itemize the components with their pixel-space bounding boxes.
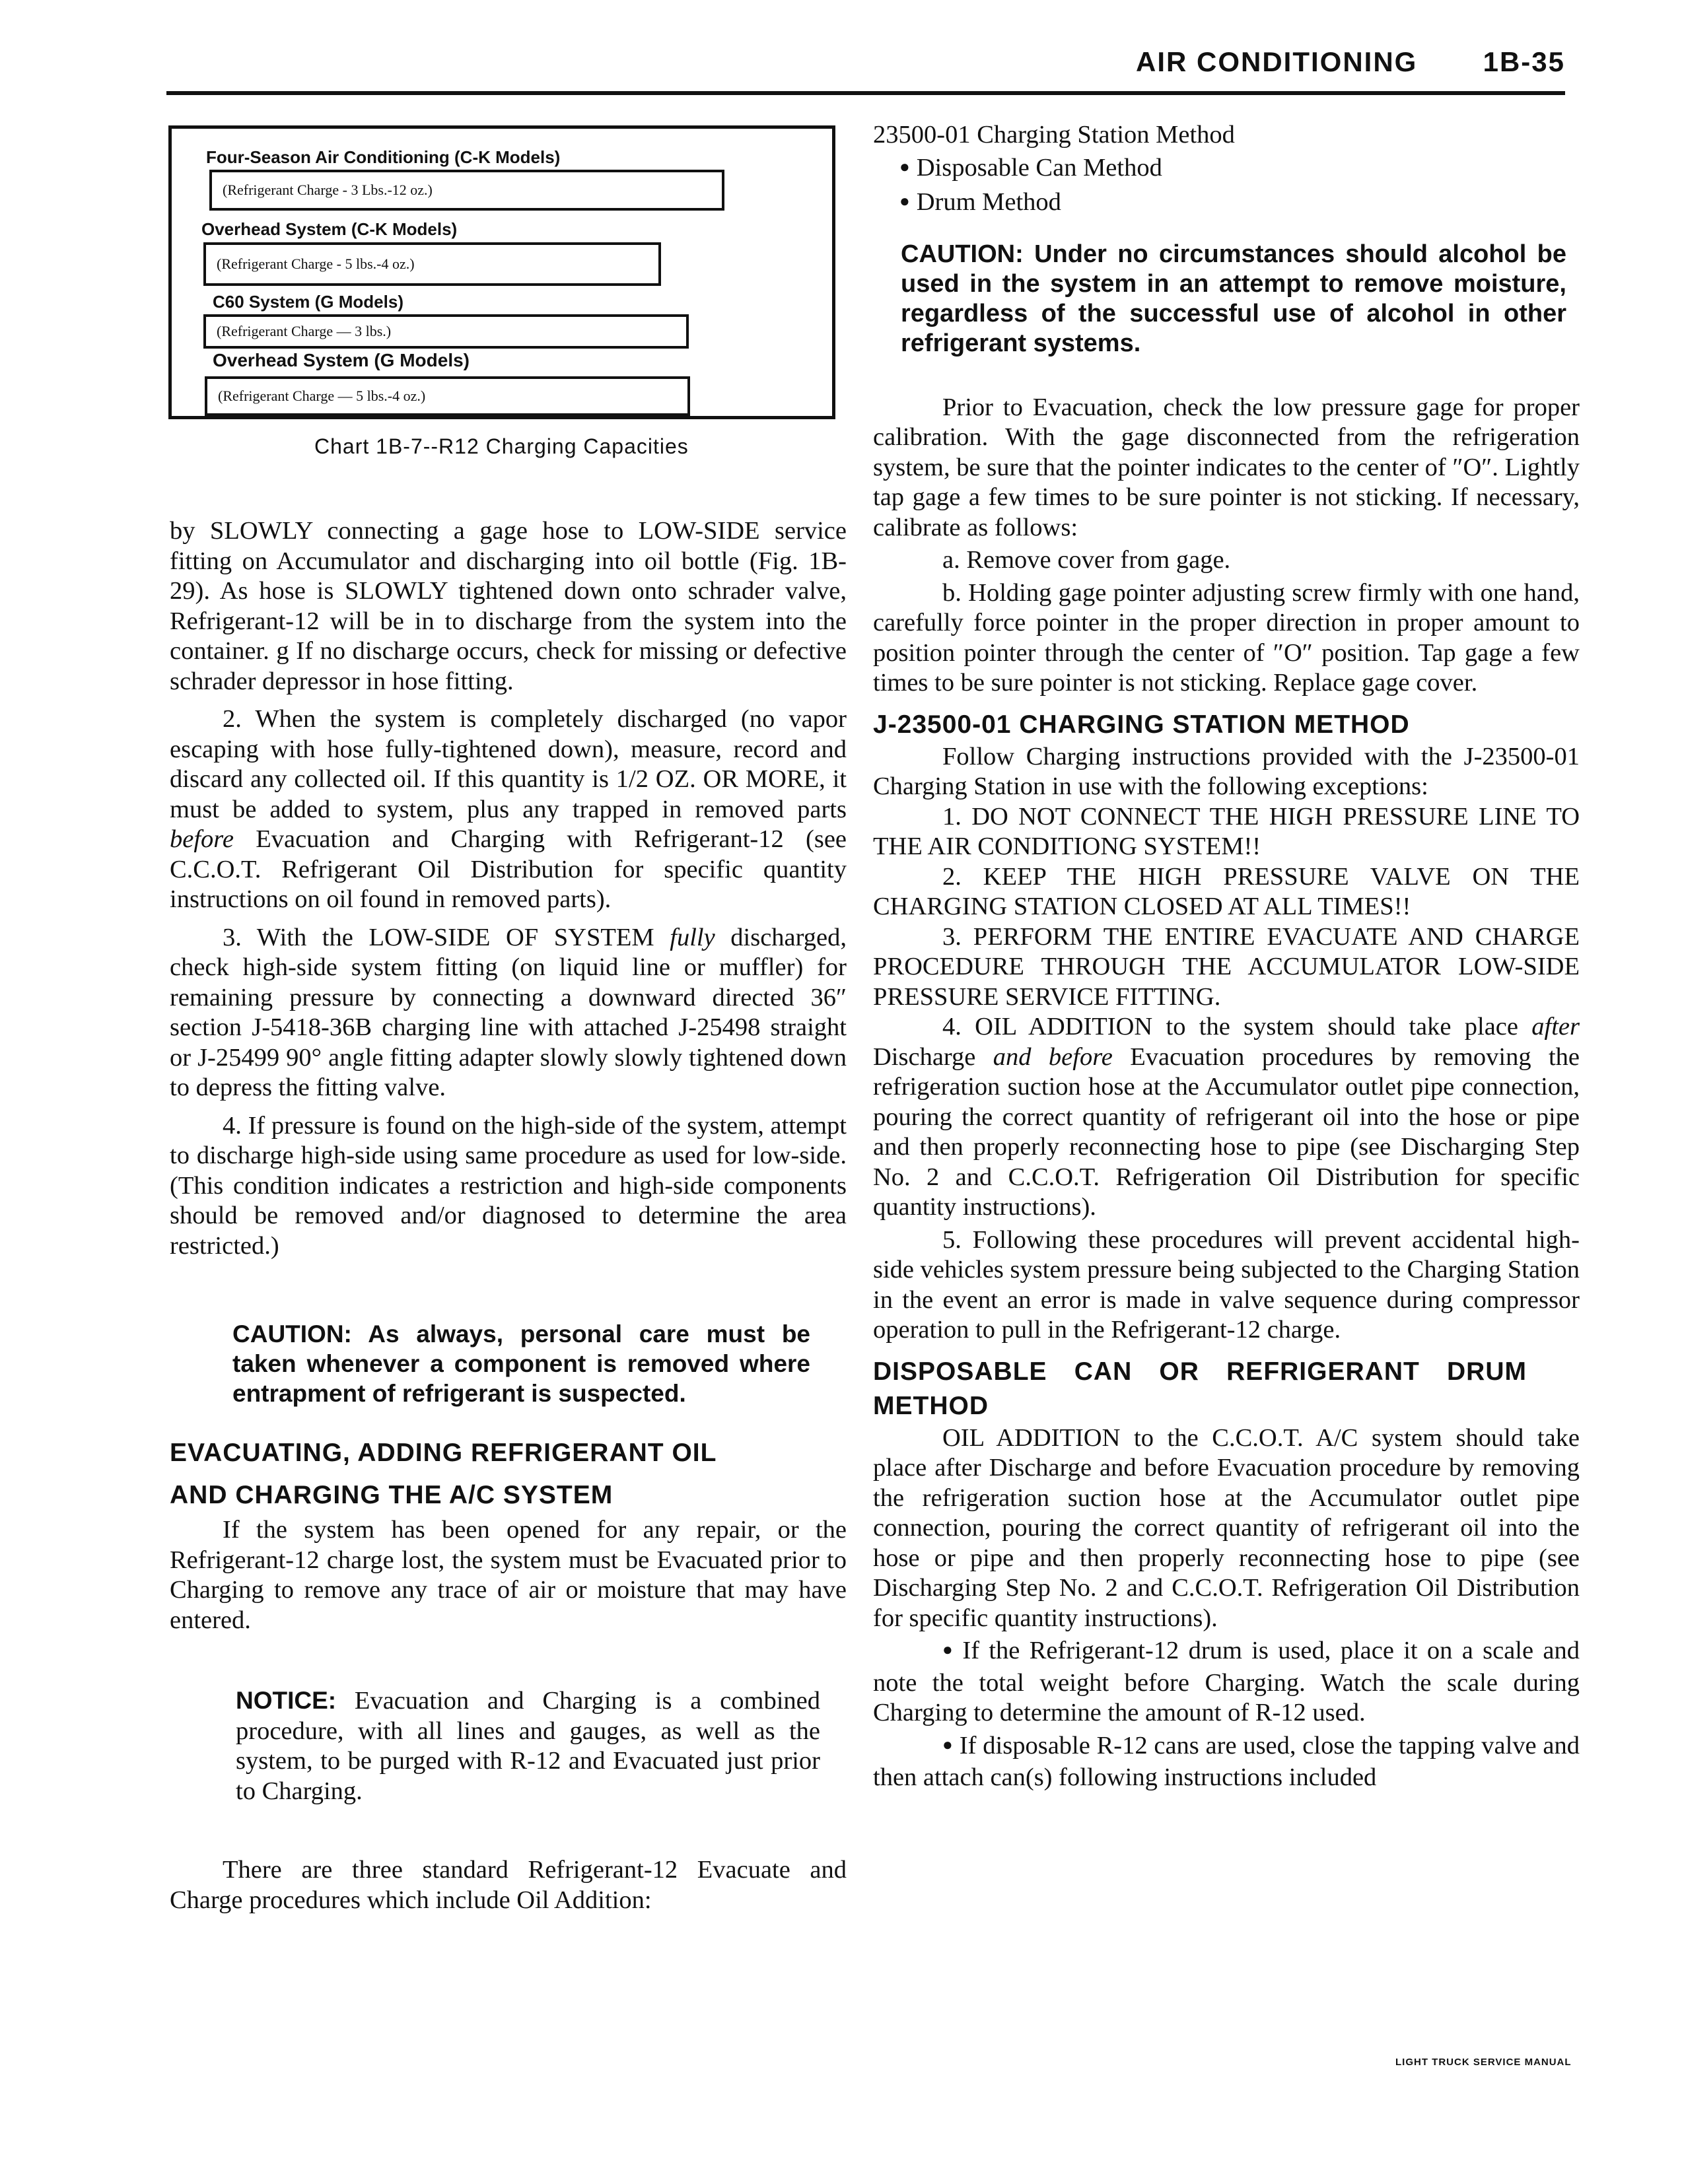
chart-caption: Chart 1B-7--R12 Charging Capacities: [314, 434, 689, 458]
right-column: [873, 120, 1580, 1793]
exception-4: 4. OIL ADDITION to the system should take place after Discharge and before Evacuation procedures by removing the refrigeration suction hose at the Accumulator outlet pipe connection, pouring the correct quantity of refrigerant oil into the hose or pipe and then properly reconnecting hose to pipe (see Discharging Step No. 2 and C.C.O.T. Refrigeration Oil Distribution for specific quantity instructions).: [873, 1013, 1580, 1221]
exception-1: 1. DO NOT CONNECT THE HIGH PRESSURE LINE TO THE AIR CONDITIONG SYSTEM!!: [873, 802, 1580, 860]
running-header: [1136, 41, 1565, 87]
section-heading: EVACUATING, ADDING REFRIGERANT OIL: [170, 1439, 717, 1467]
charging-capacities-chart: [168, 125, 835, 419]
notice-note: NOTICE: Evacuation and Charging is a combined procedure, with all lines and gauges, as well as the system, to be purged with R-12 and Evacuated just prior to Charging.: [236, 1687, 820, 1805]
paragraph-step-2: 2. When the system is completely discharged (no vapor escaping with hose fully-tightened down), measure, record and discard any collected oil. If this quantity is 1/2 OZ. OR MORE, it must be added to system, plus any trapped in removed parts before Evacuation and Charging with Refrigerant-12 (see C.C.O.T. Refrigerant Oil Distribution for specific quantity instructions on oil found in removed parts).: [170, 705, 847, 913]
section-heading: AND CHARGING THE A/C SYSTEM: [170, 1481, 613, 1509]
method-item: 23500-01 Charging Station Method: [873, 121, 1235, 149]
footer-manual-title: LIGHT TRUCK SERVICE MANUAL: [1395, 2057, 1572, 2068]
chart-row-value: (Refrigerant Charge — 5 lbs.-4 oz.): [205, 376, 690, 416]
bullet-item: ● Disposable Can Method: [873, 153, 1580, 186]
paragraph: If the system has been opened for any repair, or the Refrigerant-12 charge lost, the system must be Evacuated prior to Charging to remove any trace of air or moisture that may have entered.: [170, 1516, 847, 1634]
caution-note: CAUTION: Under no circumstances should alcohol be used in the system in an attempt to remove moisture, regardless of the successful use of alcohol in other refrigerant systems.: [901, 240, 1566, 357]
step-b: b. Holding gage pointer adjusting screw firmly with one hand, carefully force pointer in the proper direction in proper amount to position pointer through the center of ″O″ position. Tap gage a few times to be sure pointer is not sticking. Replace gage cover.: [873, 578, 1580, 697]
chart-row-value: (Refrigerant Charge - 5 lbs.-4 oz.): [203, 242, 661, 286]
paragraph: by SLOWLY connecting a gage hose to LOW-SIDE service fitting on Accumulator and discharging into oil bottle (Fig. 1B-29). As hose is SLOWLY tightened down onto schrader valve, Refrigerant-12 will be in to discharge from the system into the container. g If no discharge occurs, check for missing or defective schrader depressor in hose fitting.: [170, 517, 847, 695]
bullet-item: ● Drum Method: [873, 188, 1580, 220]
left-column: [170, 516, 847, 1915]
chart-row-label: Four-Season Air Conditioning (C-K Models): [206, 147, 561, 167]
section-heading: J-23500-01 CHARGING STATION METHOD: [873, 710, 1410, 739]
chart-row-label: Overhead System (G Models): [213, 350, 470, 370]
chart-row-label: Overhead System (C-K Models): [201, 219, 458, 239]
paragraph: Follow Charging instructions provided with the J-23500-01 Charging Station in use with the following exceptions:: [873, 742, 1580, 800]
chart-row-value: (Refrigerant Charge - 3 Lbs.-12 oz.): [209, 170, 724, 211]
bullet-paragraph: ● If the Refrigerant-12 drum is used, place it on a scale and note the total weight before Charging. Watch the scale during Charging to determine the amount of R-12 used.: [873, 1636, 1580, 1728]
section-heading: DISPOSABLE CAN OR REFRIGERANT DRUM METHOD: [873, 1357, 1527, 1420]
paragraph-step-3: 3. With the LOW-SIDE OF SYSTEM fully discharged, check high-side system fitting (on liquid line or muffler) for remaining pressure by connecting a downward directed 36″ section J-5418-36B charging line with attached J-25498 straight or J-25499 90° angle fitting adapter slowly slowly tightened down to depress the fitting valve.: [170, 923, 847, 1101]
caution-note: CAUTION: As always, personal care must be taken whenever a component is removed where entrapment of refrigerant is suspected.: [232, 1320, 810, 1407]
exception-5: 5. Following these procedures will prevent accidental high-side vehicles system pressure being subjected to the Charging Station in the event an error is made in valve sequence during compressor operation to pull in the Refrigerant-12 charge.: [873, 1225, 1580, 1344]
page-number: 1B-35: [1483, 46, 1565, 77]
paragraph: There are three standard Refrigerant-12 Evacuate and Charge procedures which include Oil Addition:: [170, 1856, 847, 1914]
chart-row-label: C60 System (G Models): [213, 292, 403, 312]
section-title: AIR CONDITIONING: [1136, 46, 1418, 77]
step-a: a. Remove cover from gage.: [942, 546, 1231, 574]
paragraph: OIL ADDITION to the C.C.O.T. A/C system should take place after Discharge and before Evacuation procedure by removing the refrigeration suction hose at the Accumulator outlet pipe connection, pouring the correct quantity of refrigerant oil into the hose or pipe and then properly reconnecting hose to pipe (see Discharging Step No. 2 and C.C.O.T. Refrigeration Oil Distribution for specific quantity instructions).: [873, 1423, 1580, 1632]
exception-3: 3. PERFORM THE ENTIRE EVACUATE AND CHARGE PROCEDURE THROUGH THE ACCUMULATOR LOW-SIDE PRESSURE SERVICE FITTING.: [873, 922, 1580, 1011]
chart-row-value: (Refrigerant Charge — 3 lbs.): [203, 314, 689, 349]
paragraph: Prior to Evacuation, check the low pressure gage for proper calibration. With the gage disconnected from the refrigeration system, be sure that the pointer indicates to the center of ″O″. Lightly tap gage a few times to be sure pointer is not sticking. If necessary, calibrate as follows:: [873, 393, 1580, 541]
header-rule: [166, 91, 1565, 95]
exception-2: 2. KEEP THE HIGH PRESSURE VALVE ON THE CHARGING STATION CLOSED AT ALL TIMES!!: [873, 862, 1580, 920]
paragraph-step-4: 4. If pressure is found on the high-side of the system, attempt to discharge high-side using same procedure as used for low-side. (This condition indicates a restriction and high-side components should be removed and/or diagnosed to determine the area restricted.): [170, 1111, 847, 1260]
bullet-paragraph: ● If disposable R-12 cans are used, close the tapping valve and then attach can(s) following instructions included: [873, 1731, 1580, 1793]
